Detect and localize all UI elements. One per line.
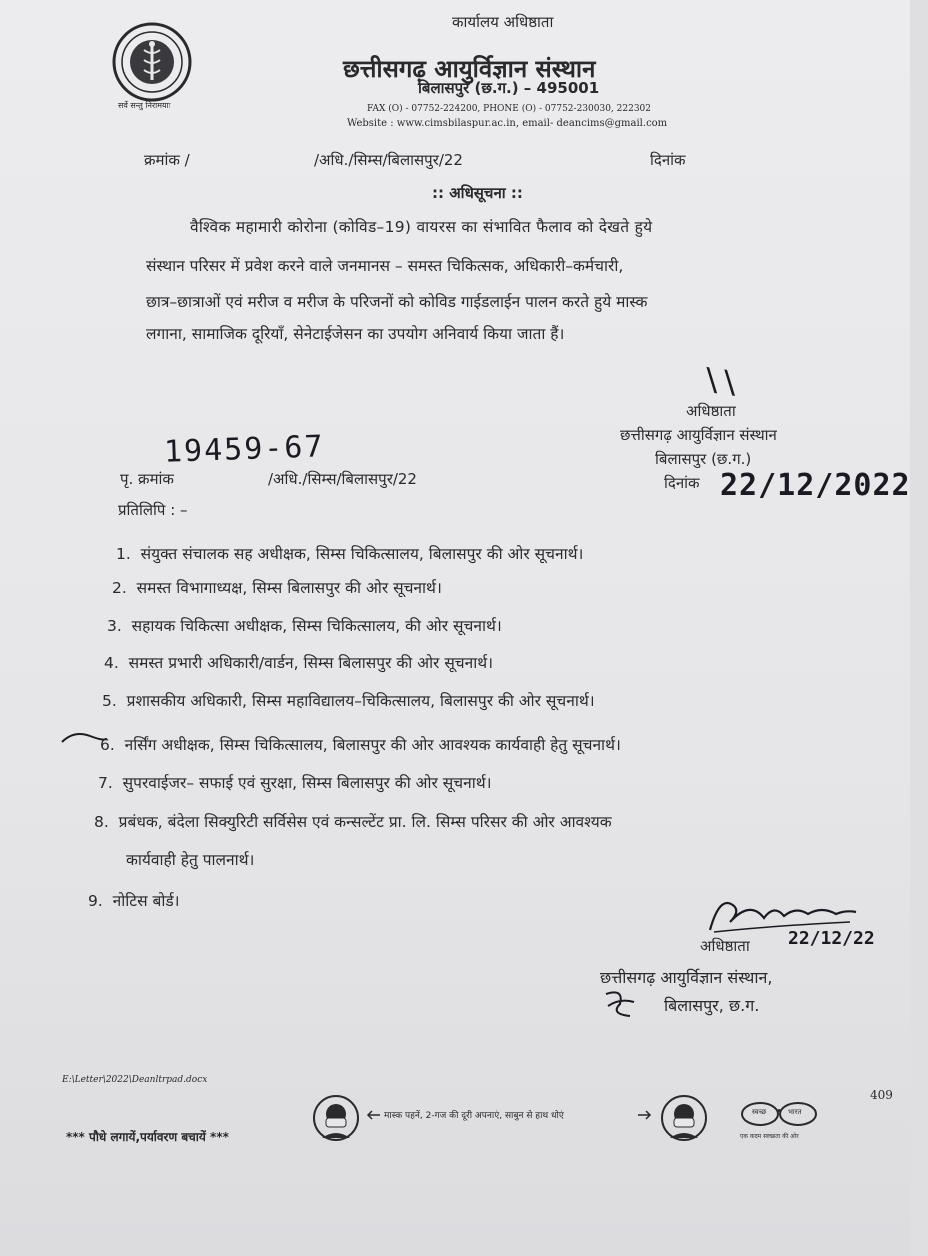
list-number: 9. xyxy=(88,892,103,910)
notice-line-4: लगाना, सामाजिक दूरियाँ, सेनेटाईजेसन का उपयोग अनिवार्य किया जाता हैं। xyxy=(146,325,565,343)
list-number: 2. xyxy=(112,579,127,597)
list-item xyxy=(94,810,612,832)
list-item xyxy=(112,576,442,598)
swachh-left-text: स्वच्छ xyxy=(752,1108,767,1116)
office-title: कार्यालय अधिष्ठाता xyxy=(452,13,554,31)
list-text: नर्सिंग अधीक्षक, सिम्स चिकित्सालय, बिलासपुर की ओर आवश्यक कार्यवाही हेतु सूचनार्थ। xyxy=(124,736,621,754)
kramank-label: क्रमांक / xyxy=(144,151,190,169)
handwritten-date: 22/12/2022 xyxy=(720,468,911,503)
list-number: 6. xyxy=(100,736,115,754)
list-item xyxy=(102,689,595,711)
list-text: सुपरवाईजर– सफाई एवं सुरक्षा, सिम्स बिलासपुर की ओर सूचनार्थ। xyxy=(122,774,492,792)
signatory-institute: छत्तीसगढ़ आयुर्विज्ञान संस्थान xyxy=(620,426,777,444)
list-item xyxy=(116,542,583,564)
endorsement-reference: /अधि./सिम्स/बिलासपुर/22 xyxy=(268,470,417,488)
environment-slogan: *** पौधे लगायें,पर्यावरण बचायें *** xyxy=(66,1130,229,1144)
mask-face-icon xyxy=(660,1094,708,1142)
institute-city: बिलासपुर (छ.ग.) – 495001 xyxy=(418,79,600,97)
list-number: 3. xyxy=(107,617,122,635)
notice-heading: :: अधिसूचना :: xyxy=(432,184,523,202)
institute-name: छत्तीसगढ़ आयुर्विज्ञान संस्थान xyxy=(343,55,596,83)
list-number: 5. xyxy=(102,692,117,710)
notice-line-2: संस्थान परिसर में प्रवेश करने वाले जनमानस – समस्त चिकित्सक, अधिकारी–कर्मचारी, xyxy=(146,257,624,275)
date-label: दिनांक xyxy=(650,151,686,169)
list-item-continuation: कार्यवाही हेतु पालनार्थ। xyxy=(126,851,255,869)
list-text: समस्त प्रभारी अधिकारी/वार्डन, सिम्स बिलासपुर की ओर सूचनार्थ। xyxy=(128,654,494,672)
institute-emblem-icon xyxy=(108,20,196,108)
covid-slogan: मास्क पहनें, 2-गज की दूरी अपनाएं, साबुन से हाथ धोएं xyxy=(384,1111,564,1121)
bottom-handwritten-date: 22/12/22 xyxy=(788,928,875,949)
endorsement-date-label: दिनांक xyxy=(664,474,700,492)
notice-line-3: छात्र–छात्राओं एवं मरीज व मरीज के परिजनों को कोविड गाईडलाईन पालन करते हुये मास्क xyxy=(146,293,648,311)
list-text: सहायक चिकित्सा अधीक्षक, सिम्स चिकित्सालय, की ओर सूचनार्थ। xyxy=(131,617,502,635)
notice-line-1: वैश्विक महामारी कोरोना (कोविड–19) वायरस का संभावित फैलाव को देखते हुये xyxy=(190,218,653,236)
pu-kramank-label: पृ. क्रमांक xyxy=(120,470,174,488)
contact-line: FAX (O) - 07752-224200, PHONE (O) - 07752-230030, 222302 xyxy=(367,104,652,114)
list-number: 1. xyxy=(116,545,131,563)
handwritten-number: 19459-67 xyxy=(163,429,326,470)
list-text: संयुक्त संचालक सह अधीक्षक, सिम्स चिकित्सालय, बिलासपुर की ओर सूचनार्थ। xyxy=(140,545,584,563)
signatory-mark: \\ xyxy=(700,361,742,402)
swachh-bharat-glasses-icon xyxy=(738,1100,820,1130)
file-path: E:\Letter\2022\Deanltrpad.docx xyxy=(62,1075,208,1085)
arrow-left-icon xyxy=(366,1110,380,1120)
bottom-signatory-title: अधिष्ठाता xyxy=(700,937,750,955)
list-item xyxy=(88,889,180,911)
signatory-city: बिलासपुर (छ.ग.) xyxy=(655,450,752,468)
bottom-signatory-institute: छत्तीसगढ़ आयुर्विज्ञान संस्थान, xyxy=(600,968,773,987)
list-number: 8. xyxy=(94,813,109,831)
initials-mark xyxy=(600,986,640,1020)
list-item xyxy=(100,733,621,755)
reference-number: /अधि./सिम्स/बिलासपुर/22 xyxy=(314,151,463,169)
list-number: 7. xyxy=(98,774,113,792)
list-text: नोटिस बोर्ड। xyxy=(112,892,180,910)
website-line: Website : www.cimsbilaspur.ac.in, email- deancims@gmail.com xyxy=(347,118,668,129)
mask-face-icon xyxy=(312,1094,360,1142)
emblem-motto: सर्वे सन्तु निरामयाः xyxy=(118,101,171,110)
list-item xyxy=(107,614,502,636)
arrow-right-icon xyxy=(638,1110,652,1120)
swachh-right-text: भारत xyxy=(788,1108,802,1116)
page-number: 409 xyxy=(870,1088,893,1102)
list-number: 4. xyxy=(104,654,119,672)
list-item xyxy=(104,651,493,673)
swachh-tagline: एक कदम स्वच्छता की ओर xyxy=(740,1133,799,1140)
copy-label: प्रतिलिपि : – xyxy=(118,501,188,519)
list-text: प्रबंधक, बंदेला सिक्युरिटी सर्विसेस एवं कन्सल्टेंट प्रा. लि. सिम्स परिसर की ओर आवश्यक xyxy=(118,813,612,831)
list-text: प्रशासकीय अधिकारी, सिम्स महाविद्यालय–चिकित्सालय, बिलासपुर की ओर सूचनार्थ। xyxy=(126,692,595,710)
list-item xyxy=(98,771,492,793)
list-text: समस्त विभागाध्यक्ष, सिम्स बिलासपुर की ओर सूचनार्थ। xyxy=(136,579,442,597)
signatory-title: अधिष्ठाता xyxy=(686,402,736,420)
bottom-signatory-city: बिलासपुर, छ.ग. xyxy=(664,996,760,1015)
